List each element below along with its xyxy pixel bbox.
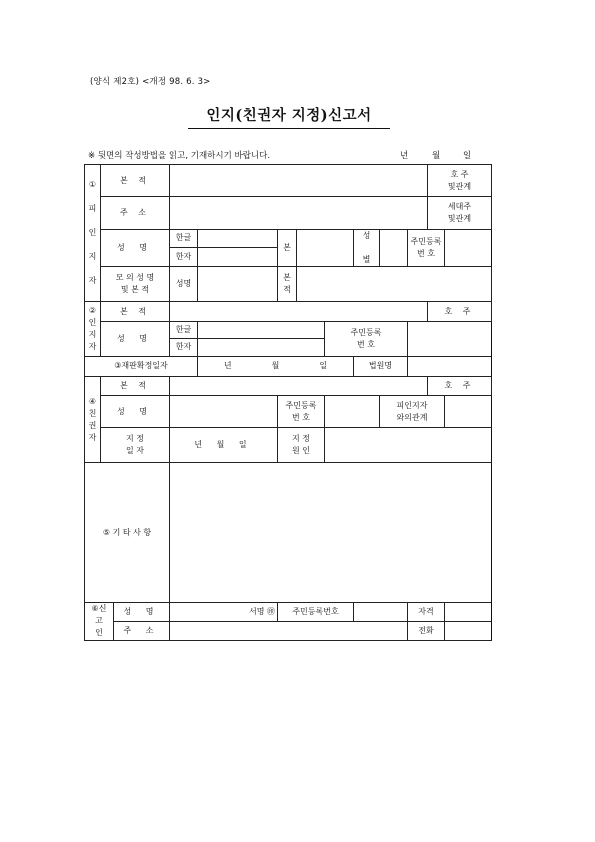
hangeul-label: 한글: [170, 229, 198, 248]
name-hanja-field[interactable]: [198, 248, 278, 267]
acknowledger-hanja-field[interactable]: [198, 339, 325, 356]
section2-label: ② 인 지 자: [85, 302, 101, 356]
gender-field[interactable]: [380, 229, 408, 266]
designation-reason-field[interactable]: [325, 428, 492, 463]
court-name-field[interactable]: [408, 356, 492, 376]
acknowledger-hangeul-label: 한글: [170, 322, 198, 339]
header-year-label: 년: [400, 151, 409, 161]
acknowledger-rrn-field[interactable]: [408, 322, 492, 356]
hanja-label: 한자: [170, 248, 198, 267]
court-name-label: 법원명: [354, 356, 408, 376]
other-matters-field[interactable]: [170, 463, 492, 602]
rrn-label: 주민등록 번 호: [408, 229, 445, 266]
judgment-date-label: ③재판확정일자: [85, 356, 198, 376]
designation-reason-label: 지 정 원 인: [278, 428, 325, 463]
household-head-label: 호 주 및관계: [428, 165, 492, 197]
phone-field[interactable]: [445, 621, 492, 640]
signature-field[interactable]: 서명 ㊞: [170, 602, 278, 621]
rrn-field[interactable]: [445, 229, 492, 266]
acknowledger-hanja-label: 한자: [170, 339, 198, 356]
name-hangeul-field[interactable]: [198, 229, 278, 248]
householder-label: 세대주 및관계: [428, 197, 492, 229]
clan-origin-field[interactable]: [297, 229, 354, 266]
section1-label: ① 피 인 지 자: [85, 165, 101, 302]
guardian-rrn-field[interactable]: [325, 395, 380, 427]
judgment-date-field[interactable]: 년 월 일: [198, 356, 354, 376]
instruction-notice: ※ 뒷면의 작성방법을 읽고, 기재하시기 바랍니다.: [88, 151, 271, 161]
other-matters-label: ⑤ 기 타 사 항: [85, 463, 170, 602]
designation-date-field[interactable]: 년 월 일: [170, 428, 278, 463]
report-form-table: [84, 164, 492, 641]
guardian-domicile-field[interactable]: [170, 376, 428, 395]
mother-name-sublabel: 성명: [170, 266, 198, 301]
acknowledger-domicile-field[interactable]: [170, 302, 428, 322]
mother-domicile-field[interactable]: [297, 266, 492, 301]
section6-label: ⑥신 고 인: [85, 602, 114, 640]
mother-name-label: 모 의 성 명 및 본 적: [101, 266, 170, 301]
qualification-field[interactable]: [445, 602, 492, 621]
form-number: (양식 제2호) <개정 98. 6. 3>: [90, 77, 211, 87]
name-label: 성 명: [101, 229, 170, 266]
reporter-address-field[interactable]: [170, 621, 408, 640]
reporter-address-label: 주 소: [114, 621, 170, 640]
qualification-label: 자격: [408, 602, 445, 621]
registered-domicile-field[interactable]: [170, 165, 428, 197]
address-field[interactable]: [170, 197, 428, 229]
relation-field[interactable]: [445, 395, 492, 427]
registered-domicile-label: 본 적: [101, 165, 170, 197]
reporter-name-label: 성 명: [114, 602, 170, 621]
reporter-rrn-label: 주민등록번호: [278, 602, 354, 621]
mother-name-field[interactable]: [198, 266, 278, 301]
guardian-name-field[interactable]: [170, 395, 278, 427]
clan-origin-label: 본: [278, 229, 297, 266]
relation-label: 피인지자 와의관계: [380, 395, 445, 427]
acknowledger-domicile-label: 본 적: [101, 302, 170, 322]
header-month-label: 월: [432, 151, 441, 161]
address-label: 주 소: [101, 197, 170, 229]
acknowledger-name-label: 성 명: [101, 322, 170, 356]
guardian-rrn-label: 주민등록 번 호: [278, 395, 325, 427]
designation-date-label: 지 정 일 자: [101, 428, 170, 463]
mother-domicile-label: 본 적: [278, 266, 297, 301]
page-title: 인지(친권자 지정)신고서: [188, 104, 390, 129]
guardian-name-label: 성 명: [101, 395, 170, 427]
header-day-label: 일: [463, 151, 472, 161]
section4-label: ④ 친 권 자: [85, 376, 101, 463]
phone-label: 전화: [408, 621, 445, 640]
acknowledger-hoju-label: 호 주: [428, 302, 492, 322]
gender-label: 성 별: [354, 229, 380, 266]
acknowledger-rrn-label: 주민등록 번 호: [325, 322, 408, 356]
guardian-domicile-label: 본 적: [101, 376, 170, 395]
acknowledger-hangeul-field[interactable]: [198, 322, 325, 339]
guardian-hoju-label: 호 주: [428, 376, 492, 395]
reporter-rrn-field[interactable]: [354, 602, 408, 621]
